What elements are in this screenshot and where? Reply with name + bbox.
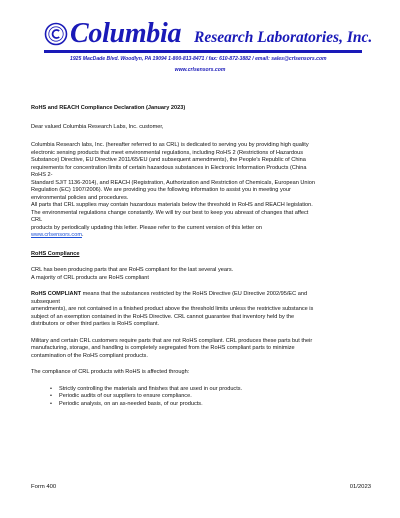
- list-item: • Periodic analysis, on an as-needed basis, of our products.: [59, 401, 376, 409]
- intro-paragraph: [31, 142, 376, 240]
- list-item: • Periodic audits of our suppliers to ensure compliance.: [59, 393, 376, 401]
- affected-intro: The compliance of CRL products with RoHS is affected through:: [31, 369, 190, 375]
- page-footer: [31, 483, 371, 491]
- compliant-line: subsequent: [31, 298, 60, 305]
- rohs-line: A majority of CRL products are RoHS compliant: [31, 274, 149, 281]
- company-seal-icon: [44, 22, 68, 46]
- rohs-compliance-heading: RoHS Compliance: [31, 250, 80, 257]
- letter-body: [31, 105, 376, 409]
- letterhead-rule: [44, 50, 362, 53]
- compliant-term: RoHS COMPLIANT: [31, 291, 82, 297]
- military-line: manufacturing, storage, and handling is completely segregated from the RoHS compliant parts to minimize: [31, 345, 295, 351]
- intro-line: CRL: [31, 217, 43, 223]
- intro-line: requirements for concentration limits of certain hazardous substances in Electronic Information Products (China: [31, 164, 307, 171]
- intro-line: RoHS 2-: [31, 172, 53, 178]
- military-paragraph: [31, 338, 376, 361]
- intro-line: Standard SJ/T 1136-2014), and REACH (Registration, Authorization and Restriction of Chemicals, European Union: [31, 179, 315, 186]
- link-suffix: .: [81, 232, 84, 238]
- intro-line: electronic sensing products that meet environmental regulations, including RoHS 2 (Restrictions of Hazardous: [31, 149, 304, 156]
- intro-line: All parts that CRL supplies may contain hazardous materials below the threshold in RoHS and REACH legislation.: [31, 202, 313, 208]
- compliant-first-line: [31, 291, 376, 299]
- intro-line: environmental policies and procedures.: [31, 194, 129, 201]
- intro-link-line: [31, 232, 376, 240]
- compliance-bullet-list: [31, 386, 376, 409]
- compliant-definition: [31, 291, 376, 329]
- footer-date: 01/2023: [349, 484, 371, 490]
- form-number: Form 400: [31, 484, 57, 490]
- compliant-line: amendments), are not contained in a finished product above the threshold limits unless the restrictive substance is: [31, 306, 314, 312]
- brand-name: Columbia: [70, 18, 182, 49]
- rohs-line: CRL has been producing parts that are RoHS compliant for the last several years.: [31, 267, 234, 273]
- compliant-line: subject of an exemption contained in the RoHS Directive. CRL cannot guarantee that inventory held by the: [31, 313, 295, 320]
- intro-line: The environmental regulations change constantly. We will try our best to keep you abreast of changes that affect: [31, 209, 309, 216]
- document-title: RoHS and REACH Compliance Declaration (January 2023): [31, 105, 186, 111]
- military-line: contamination of the RoHS compliant products.: [31, 352, 148, 359]
- letterhead-address: 1925 MacDade Blvd. Woodlyn, PA 19094 1-800-813-8471 / fax: 610-872-3882 / email: sales@crlsensors.com: [70, 56, 327, 62]
- brand-subtitle: Research Laboratories, Inc.: [194, 29, 373, 46]
- intro-line: Columbia Research labs, Inc. (hereafter referred to as CRL) is dedicated to serving you by providing high quality: [31, 142, 309, 148]
- intro-line: Substance) Directive, EU Directive 2011/65/EU (and subsequent amendments), the People's Republic of China: [31, 157, 306, 163]
- compliant-line: distributors or other third parties is RoHS compliant.: [31, 321, 160, 327]
- intro-line: Regulation (EC) 1907/2006). We are providing you the following information to assist you in meeting your: [31, 187, 291, 193]
- military-line: Military and certain CRL customers require parts that are not RoHS compliant. CRL produces these parts but their: [31, 337, 313, 344]
- letterhead-logo: [44, 18, 373, 52]
- website-link[interactable]: www.crlsensors.com: [31, 232, 82, 238]
- letterhead-website[interactable]: www.crlsensors.com: [174, 67, 226, 73]
- intro-line: products by periodically updating this letter. Please refer to the current version of this letter on: [31, 224, 263, 231]
- salutation: Dear valued Columbia Research Labs, Inc. customer,: [31, 123, 164, 130]
- list-item: • Strictly controlling the materials and finishes that are used in our products.: [59, 386, 376, 394]
- compliant-text: means that the substances restricted by the RoHS Directive (EU Directive 2002/95/EC and: [81, 291, 308, 297]
